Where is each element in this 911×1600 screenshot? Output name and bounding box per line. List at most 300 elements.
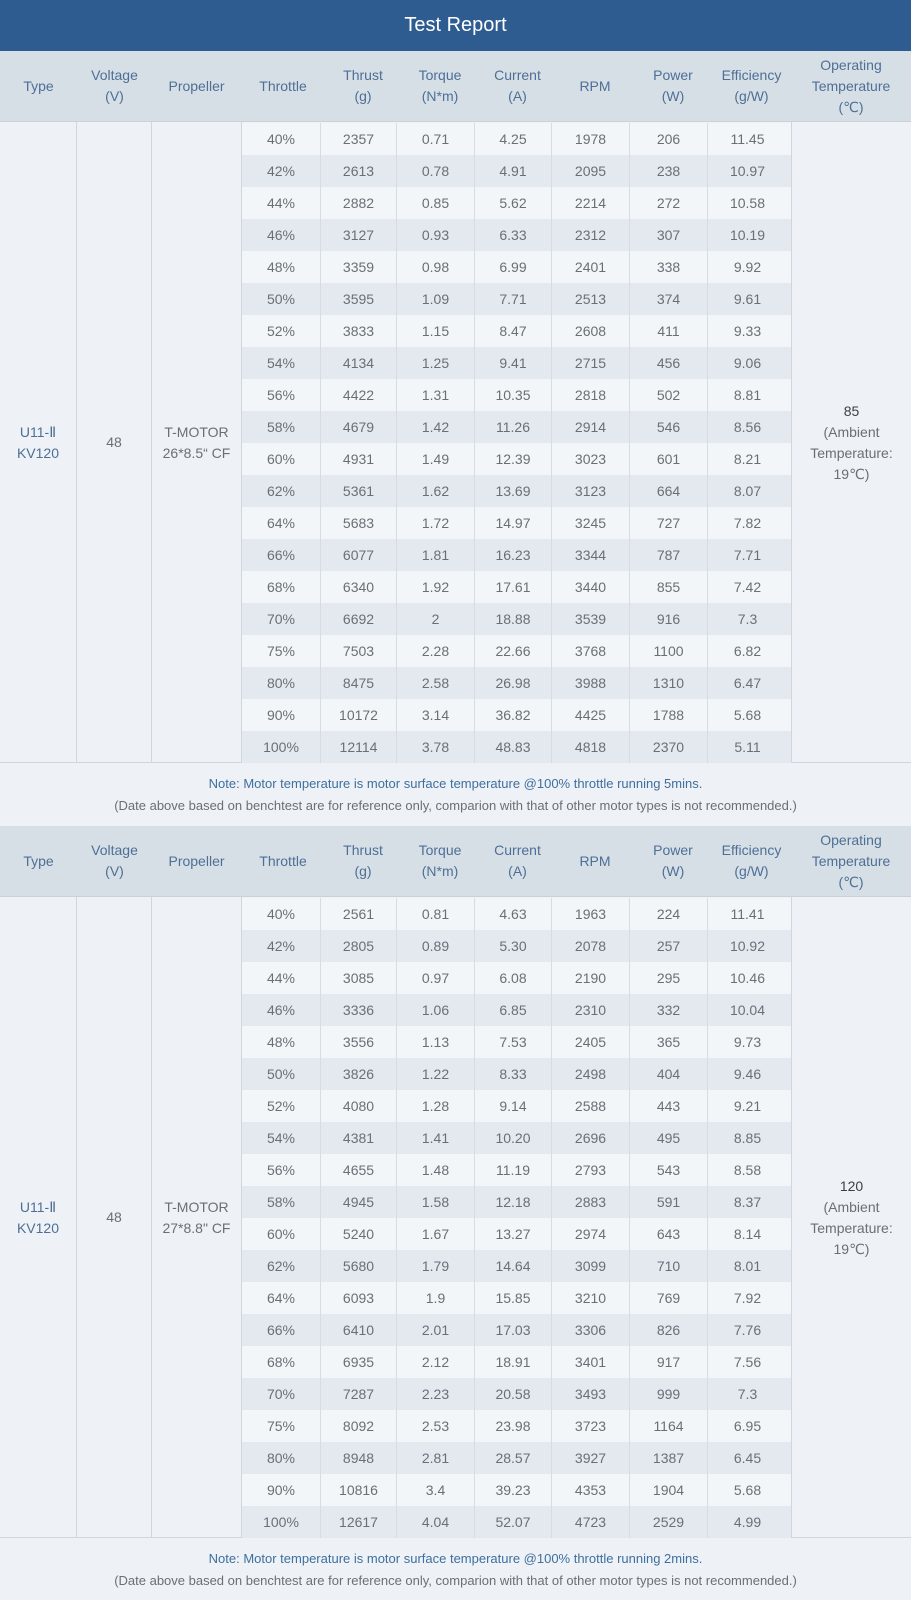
power-cell: 1164 <box>630 1410 708 1442</box>
throttle-cell: 42% <box>242 930 321 962</box>
power-cell: 855 <box>630 571 708 603</box>
power-cell: 546 <box>630 411 708 443</box>
throttle-cell: 66% <box>242 1314 321 1346</box>
rpm-cell: 2513 <box>552 283 630 315</box>
current-cell: 4.25 <box>475 123 552 155</box>
current-cell: 8.33 <box>475 1058 552 1090</box>
power-cell: 543 <box>630 1154 708 1186</box>
current-cell: 6.99 <box>475 251 552 283</box>
rpm-cell: 2818 <box>552 379 630 411</box>
power-cell: 332 <box>630 994 708 1026</box>
current-cell: 14.64 <box>475 1250 552 1282</box>
rpm-cell: 2914 <box>552 411 630 443</box>
table-row <box>242 930 791 962</box>
test-table-1 <box>0 51 911 826</box>
thrust-cell: 6935 <box>321 1346 397 1378</box>
thrust-cell: 4422 <box>321 379 397 411</box>
rpm-cell: 3123 <box>552 475 630 507</box>
thrust-cell: 2561 <box>321 898 397 930</box>
table-row <box>242 379 791 411</box>
header-propeller: Propeller <box>168 852 225 869</box>
torque-cell: 2.12 <box>397 1346 475 1378</box>
table-row <box>242 507 791 539</box>
current-cell: 12.39 <box>475 443 552 475</box>
efficiency-cell: 6.47 <box>733 675 762 691</box>
torque-cell: 1.62 <box>397 475 475 507</box>
efficiency-cell: 8.14 <box>733 1226 762 1242</box>
torque-cell: 0.71 <box>397 123 475 155</box>
thrust-cell: 5361 <box>321 475 397 507</box>
rpm-cell: 3539 <box>552 603 630 635</box>
current-cell: 4.63 <box>475 898 552 930</box>
torque-cell: 1.58 <box>397 1186 475 1218</box>
power-cell: 374 <box>630 283 708 315</box>
thrust-cell: 2613 <box>321 155 397 187</box>
rpm-cell: 2310 <box>552 994 630 1026</box>
torque-cell: 1.72 <box>397 507 475 539</box>
torque-cell: 1.06 <box>397 994 475 1026</box>
current-cell: 8.47 <box>475 315 552 347</box>
torque-cell: 4.04 <box>397 1506 475 1538</box>
motor-type-cell: U11-Ⅱ KV120 <box>0 122 77 763</box>
torque-cell: 1.41 <box>397 1122 475 1154</box>
current-cell: 6.33 <box>475 219 552 251</box>
thrust-cell: 3833 <box>321 315 397 347</box>
power-cell: 1310 <box>630 667 708 699</box>
table-row <box>242 155 791 187</box>
throttle-cell: 46% <box>242 994 321 1026</box>
efficiency-cell: 7.56 <box>733 1354 762 1370</box>
header-throttle: Throttle <box>259 852 307 869</box>
torque-cell: 1.22 <box>397 1058 475 1090</box>
torque-cell: 2.53 <box>397 1410 475 1442</box>
efficiency-cell: 8.85 <box>733 1130 762 1146</box>
current-cell: 36.82 <box>475 699 552 731</box>
data-rows <box>242 122 791 763</box>
thrust-cell: 4381 <box>321 1122 397 1154</box>
power-cell: 1100 <box>630 635 708 667</box>
rpm-cell: 1978 <box>552 123 630 155</box>
torque-cell: 1.15 <box>397 315 475 347</box>
table-row <box>242 219 791 251</box>
header-thrust: Thrust (g) <box>343 842 383 879</box>
rpm-cell: 3988 <box>552 667 630 699</box>
power-cell: 591 <box>630 1186 708 1218</box>
thrust-cell: 7503 <box>321 635 397 667</box>
power-cell: 295 <box>630 962 708 994</box>
table-row <box>242 1058 791 1090</box>
rpm-cell: 3927 <box>552 1442 630 1474</box>
current-cell: 18.88 <box>475 603 552 635</box>
header-efficiency: Efficiency (g/W) <box>721 67 782 104</box>
rpm-cell: 2696 <box>552 1122 630 1154</box>
torque-cell: 2 <box>397 603 475 635</box>
throttle-cell: 90% <box>242 699 321 731</box>
rpm-cell: 3306 <box>552 1314 630 1346</box>
current-cell: 22.66 <box>475 635 552 667</box>
header-propeller: Propeller <box>168 77 225 94</box>
header-operating-temperature: Operating Temperature (℃) <box>811 56 891 115</box>
current-cell: 5.62 <box>475 187 552 219</box>
current-cell: 16.23 <box>475 539 552 571</box>
thrust-cell: 7287 <box>321 1378 397 1410</box>
ambient-temperature-note: (Ambient Temperature: 19℃) <box>810 423 893 482</box>
efficiency-cell: 6.95 <box>733 1418 762 1434</box>
power-cell: 224 <box>630 898 708 930</box>
current-cell: 17.03 <box>475 1314 552 1346</box>
table-row <box>242 962 791 994</box>
throttle-cell: 70% <box>242 603 321 635</box>
table-body <box>0 122 911 762</box>
throttle-cell: 58% <box>242 411 321 443</box>
table-row <box>242 539 791 571</box>
header-torque: Torque (N*m) <box>418 67 462 104</box>
rpm-cell: 3099 <box>552 1250 630 1282</box>
efficiency-cell: 11.45 <box>730 131 765 147</box>
table-row <box>242 315 791 347</box>
throttle-cell: 90% <box>242 1474 321 1506</box>
throttle-cell: 54% <box>242 1122 321 1154</box>
current-cell: 5.30 <box>475 930 552 962</box>
header-voltage: Voltage (V) <box>91 842 138 879</box>
throttle-cell: 100% <box>242 1506 321 1538</box>
table-row <box>242 603 791 635</box>
power-cell: 443 <box>630 1090 708 1122</box>
efficiency-cell: 5.11 <box>734 739 761 755</box>
rpm-cell: 2588 <box>552 1090 630 1122</box>
efficiency-cell: 10.19 <box>729 227 766 243</box>
throttle-cell: 66% <box>242 539 321 571</box>
thrust-cell: 4134 <box>321 347 397 379</box>
thrust-cell: 10172 <box>321 699 397 731</box>
thrust-cell: 2882 <box>321 187 397 219</box>
efficiency-cell: 9.73 <box>733 1034 762 1050</box>
thrust-cell: 5240 <box>321 1218 397 1250</box>
current-cell: 39.23 <box>475 1474 552 1506</box>
throttle-cell: 60% <box>242 1218 321 1250</box>
efficiency-cell: 7.92 <box>733 1290 762 1306</box>
test-table-2 <box>0 826 911 1600</box>
current-cell: 17.61 <box>475 571 552 603</box>
rpm-cell: 4818 <box>552 731 630 763</box>
throttle-cell: 58% <box>242 1186 321 1218</box>
rpm-cell: 3344 <box>552 539 630 571</box>
efficiency-cell: 10.92 <box>729 938 766 954</box>
efficiency-cell: 8.58 <box>733 1162 762 1178</box>
rpm-cell: 2498 <box>552 1058 630 1090</box>
torque-cell: 1.48 <box>397 1154 475 1186</box>
thrust-cell: 3595 <box>321 283 397 315</box>
torque-cell: 2.23 <box>397 1378 475 1410</box>
table-row <box>242 1026 791 1058</box>
rpm-cell: 1963 <box>552 898 630 930</box>
efficiency-cell: 10.58 <box>729 195 766 211</box>
rpm-cell: 2078 <box>552 930 630 962</box>
power-cell: 916 <box>630 603 708 635</box>
throttle-cell: 52% <box>242 1090 321 1122</box>
efficiency-cell: 6.45 <box>733 1450 762 1466</box>
propeller-cell: T-MOTOR 27*8.8" CF <box>162 1198 231 1236</box>
thrust-cell: 2805 <box>321 930 397 962</box>
torque-cell: 1.49 <box>397 443 475 475</box>
current-cell: 7.53 <box>475 1026 552 1058</box>
rpm-cell: 2190 <box>552 962 630 994</box>
rpm-cell: 3245 <box>552 507 630 539</box>
table-header-row <box>0 51 911 122</box>
thrust-cell: 10816 <box>321 1474 397 1506</box>
efficiency-cell: 9.46 <box>733 1066 762 1082</box>
table-row <box>242 475 791 507</box>
efficiency-cell: 9.92 <box>733 259 762 275</box>
throttle-cell: 68% <box>242 1346 321 1378</box>
table-header-row <box>0 826 911 897</box>
table-row <box>242 1506 791 1538</box>
table-row <box>242 443 791 475</box>
current-cell: 10.35 <box>475 379 552 411</box>
throttle-cell: 70% <box>242 1378 321 1410</box>
current-cell: 13.27 <box>475 1218 552 1250</box>
torque-cell: 2.81 <box>397 1442 475 1474</box>
table-row <box>242 699 791 731</box>
power-cell: 710 <box>630 1250 708 1282</box>
current-cell: 6.85 <box>475 994 552 1026</box>
efficiency-cell: 7.82 <box>733 515 762 531</box>
throttle-cell: 60% <box>242 443 321 475</box>
voltage-cell: 48 <box>77 897 152 1538</box>
table-row <box>242 251 791 283</box>
header-power: Power (W) <box>653 67 693 104</box>
power-cell: 727 <box>630 507 708 539</box>
rpm-cell: 2401 <box>552 251 630 283</box>
header-operating-temperature: Operating Temperature (℃) <box>811 831 891 890</box>
table-row <box>242 1090 791 1122</box>
thrust-cell: 4080 <box>321 1090 397 1122</box>
thrust-cell: 5683 <box>321 507 397 539</box>
table-row <box>242 1122 791 1154</box>
throttle-cell: 80% <box>242 1442 321 1474</box>
efficiency-cell: 7.3 <box>737 1386 758 1402</box>
current-cell: 28.57 <box>475 1442 552 1474</box>
rpm-cell: 2214 <box>552 187 630 219</box>
efficiency-cell: 9.33 <box>733 323 762 339</box>
power-cell: 643 <box>630 1218 708 1250</box>
thrust-cell: 6340 <box>321 571 397 603</box>
current-cell: 15.85 <box>475 1282 552 1314</box>
current-cell: 23.98 <box>475 1410 552 1442</box>
thrust-cell: 3359 <box>321 251 397 283</box>
throttle-cell: 48% <box>242 251 321 283</box>
throttle-cell: 62% <box>242 1250 321 1282</box>
table-row <box>242 1410 791 1442</box>
power-cell: 1788 <box>630 699 708 731</box>
header-current: Current (A) <box>494 67 541 104</box>
efficiency-cell: 8.81 <box>733 387 762 403</box>
thrust-cell: 3085 <box>321 962 397 994</box>
table-row <box>242 1474 791 1506</box>
rpm-cell: 2405 <box>552 1026 630 1058</box>
throttle-cell: 40% <box>242 123 321 155</box>
efficiency-cell: 7.3 <box>737 611 758 627</box>
power-cell: 272 <box>630 187 708 219</box>
power-cell: 787 <box>630 539 708 571</box>
table-row <box>242 283 791 315</box>
rpm-cell: 2883 <box>552 1186 630 1218</box>
ambient-temperature-note: (Ambient Temperature: 19℃) <box>810 1198 893 1257</box>
table-row <box>242 1282 791 1314</box>
note-line-1: Note: Motor temperature is motor surface temperature @100% throttle running 2mins. <box>208 1550 703 1566</box>
throttle-cell: 62% <box>242 475 321 507</box>
torque-cell: 0.97 <box>397 962 475 994</box>
rpm-cell: 2312 <box>552 219 630 251</box>
page-title: Test Report <box>0 0 911 51</box>
power-cell: 769 <box>630 1282 708 1314</box>
torque-cell: 2.58 <box>397 667 475 699</box>
throttle-cell: 75% <box>242 1410 321 1442</box>
rpm-cell: 2974 <box>552 1218 630 1250</box>
throttle-cell: 42% <box>242 155 321 187</box>
throttle-cell: 40% <box>242 898 321 930</box>
thrust-cell: 5680 <box>321 1250 397 1282</box>
rpm-cell: 2095 <box>552 155 630 187</box>
torque-cell: 3.78 <box>397 731 475 763</box>
power-cell: 456 <box>630 347 708 379</box>
rpm-cell: 3210 <box>552 1282 630 1314</box>
table-note <box>0 762 911 826</box>
throttle-cell: 48% <box>242 1026 321 1058</box>
current-cell: 10.20 <box>475 1122 552 1154</box>
operating-temperature-cell <box>792 897 911 1538</box>
throttle-cell: 56% <box>242 1154 321 1186</box>
throttle-cell: 50% <box>242 1058 321 1090</box>
thrust-cell: 6077 <box>321 539 397 571</box>
rpm-cell: 3023 <box>552 443 630 475</box>
thrust-cell: 6692 <box>321 603 397 635</box>
efficiency-cell: 8.21 <box>733 451 762 467</box>
throttle-cell: 54% <box>242 347 321 379</box>
current-cell: 11.19 <box>475 1154 552 1186</box>
thrust-cell: 3556 <box>321 1026 397 1058</box>
header-throttle: Throttle <box>259 77 307 94</box>
throttle-cell: 44% <box>242 187 321 219</box>
torque-cell: 3.4 <box>397 1474 475 1506</box>
throttle-cell: 56% <box>242 379 321 411</box>
torque-cell: 1.28 <box>397 1090 475 1122</box>
header-rpm: RPM <box>579 77 611 94</box>
current-cell: 4.91 <box>475 155 552 187</box>
torque-cell: 2.28 <box>397 635 475 667</box>
efficiency-cell: 8.07 <box>733 483 762 499</box>
thrust-cell: 8092 <box>321 1410 397 1442</box>
rpm-cell: 3768 <box>552 635 630 667</box>
throttle-cell: 52% <box>242 315 321 347</box>
table-row <box>242 1186 791 1218</box>
table-row <box>242 187 791 219</box>
table-row <box>242 1314 791 1346</box>
throttle-cell: 100% <box>242 731 321 763</box>
efficiency-cell: 10.97 <box>729 163 766 179</box>
thrust-cell: 3127 <box>321 219 397 251</box>
thrust-cell: 6410 <box>321 1314 397 1346</box>
power-cell: 2529 <box>630 1506 708 1538</box>
efficiency-cell: 4.99 <box>733 1514 762 1530</box>
current-cell: 11.26 <box>475 411 552 443</box>
table-row <box>242 898 791 930</box>
current-cell: 14.97 <box>475 507 552 539</box>
power-cell: 826 <box>630 1314 708 1346</box>
thrust-cell: 4679 <box>321 411 397 443</box>
power-cell: 404 <box>630 1058 708 1090</box>
torque-cell: 1.09 <box>397 283 475 315</box>
rpm-cell: 2793 <box>552 1154 630 1186</box>
table-row <box>242 731 791 763</box>
torque-cell: 1.31 <box>397 379 475 411</box>
power-cell: 664 <box>630 475 708 507</box>
rpm-cell: 4425 <box>552 699 630 731</box>
thrust-cell: 3826 <box>321 1058 397 1090</box>
power-cell: 502 <box>630 379 708 411</box>
torque-cell: 1.13 <box>397 1026 475 1058</box>
efficiency-cell: 10.04 <box>729 1002 766 1018</box>
header-efficiency: Efficiency (g/W) <box>721 842 782 879</box>
header-rpm: RPM <box>579 852 611 869</box>
header-torque: Torque (N*m) <box>418 842 462 879</box>
throttle-cell: 75% <box>242 635 321 667</box>
throttle-cell: 64% <box>242 507 321 539</box>
header-voltage: Voltage (V) <box>91 67 138 104</box>
efficiency-cell: 8.37 <box>733 1194 762 1210</box>
torque-cell: 1.79 <box>397 1250 475 1282</box>
table-row <box>242 1154 791 1186</box>
table-body <box>0 897 911 1537</box>
rpm-cell: 2715 <box>552 347 630 379</box>
torque-cell: 1.9 <box>397 1282 475 1314</box>
power-cell: 206 <box>630 123 708 155</box>
power-cell: 2370 <box>630 731 708 763</box>
thrust-cell: 3336 <box>321 994 397 1026</box>
power-cell: 601 <box>630 443 708 475</box>
torque-cell: 0.78 <box>397 155 475 187</box>
efficiency-cell: 11.41 <box>730 906 765 922</box>
power-cell: 999 <box>630 1378 708 1410</box>
note-line-2: (Date above based on benchtest are for reference only, comparion with that of other motor types is not recommended.) <box>114 1572 797 1588</box>
efficiency-cell: 8.56 <box>733 419 762 435</box>
torque-cell: 3.14 <box>397 699 475 731</box>
torque-cell: 0.98 <box>397 251 475 283</box>
efficiency-cell: 9.21 <box>733 1098 762 1114</box>
efficiency-cell: 9.61 <box>733 291 762 307</box>
torque-cell: 2.01 <box>397 1314 475 1346</box>
thrust-cell: 6093 <box>321 1282 397 1314</box>
table-row <box>242 347 791 379</box>
voltage-cell: 48 <box>77 122 152 763</box>
current-cell: 26.98 <box>475 667 552 699</box>
efficiency-cell: 7.71 <box>733 547 762 563</box>
table-note <box>0 1537 911 1600</box>
operating-temperature-value: 85 <box>843 402 860 419</box>
table-row <box>242 1442 791 1474</box>
current-cell: 12.18 <box>475 1186 552 1218</box>
thrust-cell: 12114 <box>321 731 397 763</box>
note-line-2: (Date above based on benchtest are for reference only, comparion with that of other motor types is not recommended.) <box>114 797 797 813</box>
torque-cell: 1.67 <box>397 1218 475 1250</box>
throttle-cell: 46% <box>242 219 321 251</box>
header-power: Power (W) <box>653 842 693 879</box>
current-cell: 20.58 <box>475 1378 552 1410</box>
motor-type-cell: U11-Ⅱ KV120 <box>0 897 77 1538</box>
table-row <box>242 667 791 699</box>
table-row <box>242 994 791 1026</box>
propeller-cell: T-MOTOR 26*8.5“ CF <box>162 423 231 461</box>
